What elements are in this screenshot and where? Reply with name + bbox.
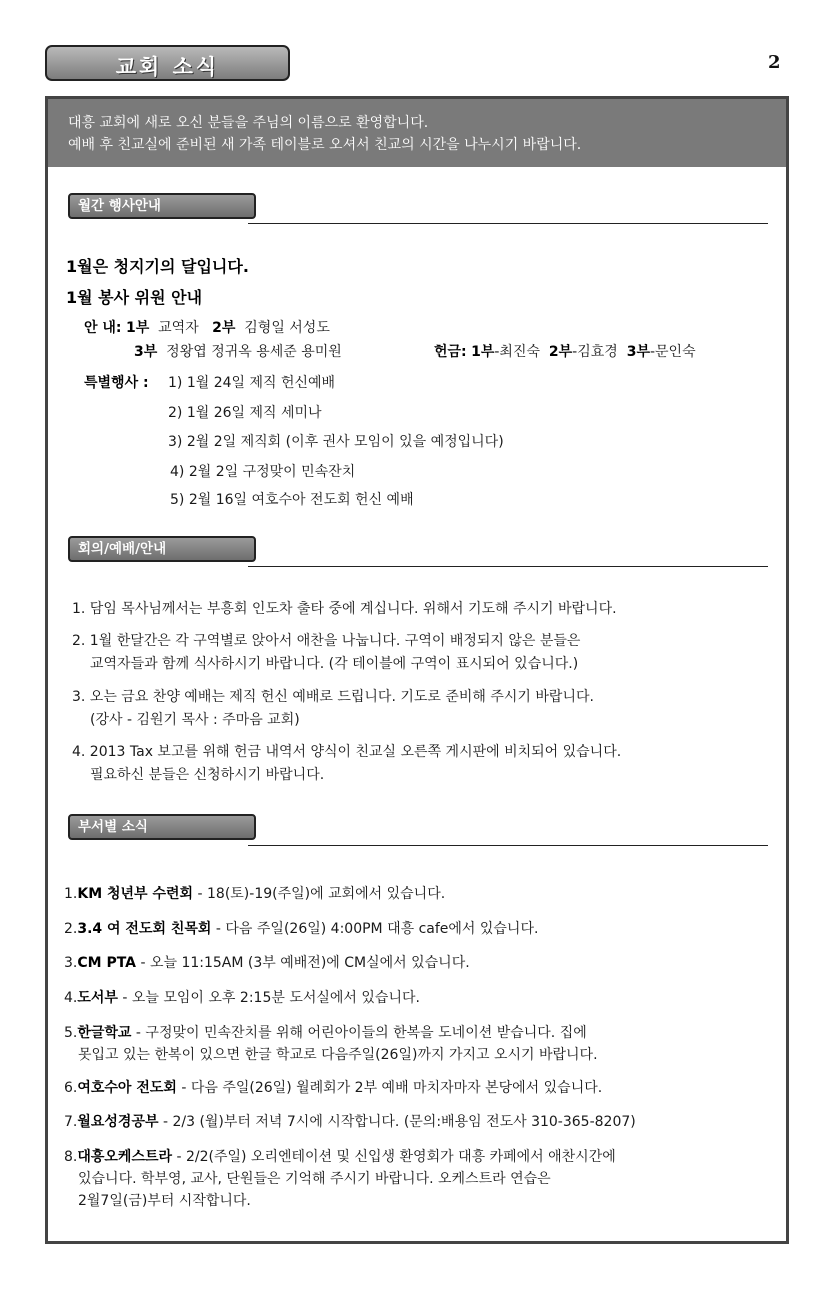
dept-item-2 — [64, 918, 538, 938]
event-item: 1) 1월 24일 제직 헌신예배 — [168, 375, 336, 391]
dept-item-name: CM PTA — [77, 955, 136, 971]
dept-item-3 — [64, 952, 470, 972]
guide-row-1 — [84, 317, 330, 337]
dept-item-8-line-3: 2월7일(금)부터 시작합니다. — [78, 1193, 251, 1209]
dept-item-name: 월요성경공부 — [77, 1114, 159, 1130]
dept-item-4 — [64, 987, 420, 1007]
dept-item-8-line-2: 있습니다. 학부영, 교사, 단원들은 기억해 주시기 바랍니다. 오케스트라 연습은 — [78, 1171, 551, 1187]
dept-item-name: 한글학교 — [77, 1025, 132, 1041]
dept-item-text: - 다음 주일(26일) 월례회가 2부 예배 마치자마자 본당에서 있습니다. — [176, 1080, 603, 1096]
meeting-item-3-line-1: 3. 오는 금요 찬양 예배는 제직 헌신 예배로 드립니다. 기도로 준비해 주시기 바랍니다. — [72, 689, 594, 705]
welcome-line-2: 예배 후 친교실에 준비된 새 가족 테이블로 오셔서 친교의 시간을 나누시기 바랍니다. — [68, 137, 582, 153]
dept-item-number: 8. — [64, 1149, 78, 1165]
volunteer-guide-title: 1월 봉사 위원 안내 — [66, 288, 203, 307]
dept-item-name: 도서부 — [77, 990, 118, 1006]
monthly-events-rule — [248, 223, 768, 224]
dept-item-number: 5. — [64, 1025, 78, 1041]
offering-3-label: 3부 — [626, 344, 650, 360]
meeting-heading: 회의/예배/안내 — [68, 536, 256, 562]
guide-row-2 — [134, 341, 342, 361]
guide-service-1-label: 1부 — [125, 320, 150, 336]
dept-item-1 — [64, 883, 445, 903]
guide-service-1-names: 교역자 — [158, 320, 199, 336]
dept-item-text: - 오늘 모임이 오후 2:15분 도서실에서 있습니다. — [117, 990, 420, 1006]
meeting-rule — [248, 566, 768, 567]
guide-service-2-names: 김형일 서성도 — [244, 320, 330, 336]
dept-item-number: 3. — [64, 955, 78, 971]
event-item: 3) 2월 2일 제직회 (이후 권사 모임이 있을 예정입니다) — [168, 434, 504, 450]
offering-label: 헌금: — [434, 344, 467, 360]
meeting-item-2-line-1: 2. 1월 한달간은 각 구역별로 앉아서 애찬을 나눕니다. 구역이 배정되지 않은 분들은 — [72, 633, 581, 649]
meeting-item-1: 1. 담임 목사님께서는 부흥회 인도차 출타 중에 계십니다. 위해서 기도해 주시기 바랍니다. — [72, 601, 617, 617]
event-item: 4) 2월 2일 구정맞이 민속잔치 — [170, 464, 356, 480]
dept-item-6 — [64, 1077, 602, 1097]
stewardship-month-text: 1월은 청지기의 달입니다. — [66, 257, 249, 276]
content-frame — [45, 96, 789, 1244]
meeting-item-3-line-2: (강사 - 김원기 목사 : 주마음 교회) — [90, 712, 300, 728]
dept-item-name: 여호수아 전도회 — [77, 1080, 177, 1096]
dept-item-text: - 오늘 11:15AM (3부 예배전)에 CM실에서 있습니다. — [136, 955, 470, 971]
welcome-line-1: 대흥 교회에 새로 오신 분들을 주님의 이름으로 환영합니다. — [68, 115, 429, 131]
offering-2-name: -김효경 — [572, 344, 618, 360]
department-news-heading: 부서별 소식 — [68, 814, 256, 840]
offering-3-name: -문인숙 — [649, 344, 696, 360]
monthly-events-heading: 월간 행사안내 — [68, 193, 256, 219]
dept-item-name: 대흥오케스트라 — [77, 1149, 173, 1165]
guide-service-3-label: 3부 — [134, 344, 158, 360]
dept-item-7 — [64, 1111, 636, 1131]
offering-row — [434, 341, 696, 361]
guide-service-3-names: 정왕엽 정귀옥 용세준 용미원 — [166, 344, 342, 360]
dept-item-text: - 18(토)-19(주일)에 교회에서 있습니다. — [193, 886, 446, 902]
welcome-banner — [48, 99, 786, 167]
guide-label: 안 내: — [84, 320, 122, 336]
event-item: 2) 1월 26일 제직 세미나 — [168, 405, 322, 421]
offering-1-label: 1부 — [471, 344, 495, 360]
meeting-item-2-line-2: 교역자들과 함께 식사하시기 바랍니다. (각 테이블에 구역이 표시되어 있습니다.) — [90, 656, 579, 672]
dept-item-number: 2. — [64, 921, 78, 937]
offering-1-name: -최진숙 — [494, 344, 540, 360]
dept-item-number: 6. — [64, 1080, 78, 1096]
department-news-rule — [248, 845, 768, 846]
dept-item-8 — [64, 1146, 616, 1166]
dept-item-number: 7. — [64, 1114, 78, 1130]
dept-item-5-line-2: 못입고 있는 한복이 있으면 한글 학교로 다음주일(26일)까지 가지고 오시기 바랍니다. — [78, 1047, 598, 1063]
special-events-label: 특별행사 : — [84, 375, 149, 391]
guide-service-2-label: 2부 — [212, 320, 236, 336]
event-item: 5) 2월 16일 여호수아 전도회 헌신 예배 — [170, 492, 414, 508]
dept-item-5 — [64, 1022, 587, 1042]
dept-item-text: - 다음 주일(26일) 4:00PM 대흥 cafe에서 있습니다. — [211, 921, 539, 937]
section-title-box — [45, 45, 290, 81]
page-number: 2 — [768, 52, 781, 73]
dept-item-number: 4. — [64, 990, 78, 1006]
offering-2-label: 2부 — [548, 344, 573, 360]
dept-item-name: 3.4 여 전도회 친목회 — [77, 921, 212, 937]
meeting-item-4-line-2: 필요하신 분들은 신청하시기 바랍니다. — [90, 767, 325, 783]
meeting-item-4-line-1: 4. 2013 Tax 보고를 위해 헌금 내역서 양식이 친교실 오른쪽 게시판에 비치되어 있습니다. — [72, 744, 622, 760]
dept-item-name: KM 청년부 수련회 — [77, 886, 194, 902]
dept-item-text: - 2/3 (월)부터 저녁 7시에 시작합니다. (문의:배용임 전도사 310-365-8207) — [158, 1114, 636, 1130]
dept-item-text: - 2/2(주일) 오리엔테이션 및 신입생 환영회가 대흥 카페에서 애찬시간에 — [172, 1149, 616, 1165]
dept-item-text: - 구정맞이 민속잔치를 위해 어린아이들의 한복을 도네이션 받습니다. 집에 — [131, 1025, 587, 1041]
page-title: 교회 소식 — [115, 55, 220, 79]
dept-item-number: 1. — [64, 886, 78, 902]
